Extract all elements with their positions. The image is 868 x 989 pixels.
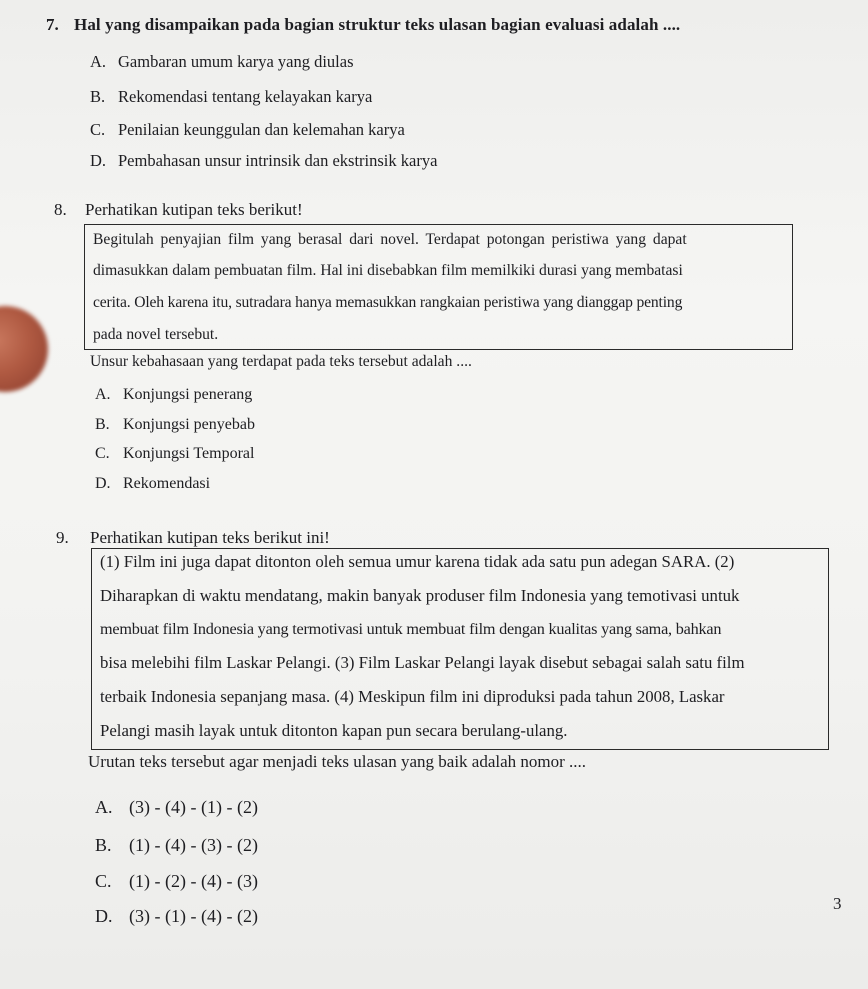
- q9-excerpt-box: [91, 548, 829, 750]
- q9-question: Perhatikan kutipan teks berikut ini!: [90, 528, 330, 547]
- option-letter: B.: [95, 835, 112, 855]
- q8-option-b[interactable]: [95, 416, 255, 434]
- q9-option-d[interactable]: [95, 906, 258, 927]
- option-letter: A.: [95, 386, 111, 403]
- q9-prompt: Urutan teks tersebut agar menjadi teks ulasan yang baik adalah nomor ....: [88, 752, 587, 771]
- q9-option-b[interactable]: [95, 835, 258, 856]
- option-text: Rekomendasi: [123, 475, 211, 492]
- option-text: Konjungsi penerang: [123, 386, 253, 403]
- q7-number: 7.: [46, 15, 59, 34]
- q8-option-a[interactable]: [95, 386, 252, 404]
- excerpt-line: cerita. Oleh karena itu, sutradara hanya memasukkan rangkaian peristiwa yang dianggap penting: [93, 294, 683, 311]
- option-letter: C.: [95, 871, 112, 891]
- option-text: Konjungsi Temporal: [123, 445, 255, 462]
- option-letter: B.: [95, 416, 110, 433]
- option-text: (1) - (4) - (3) - (2): [129, 835, 258, 855]
- q8-option-d[interactable]: [95, 475, 210, 493]
- option-letter: A.: [90, 52, 107, 71]
- option-text: (3) - (1) - (4) - (2): [129, 906, 258, 926]
- excerpt-line: Begitulah penyajian film yang berasal dari novel. Terdapat potongan peristiwa yang dapat: [93, 231, 687, 248]
- option-text: (1) - (2) - (4) - (3): [129, 871, 258, 891]
- option-letter: D.: [95, 906, 113, 926]
- option-text: Pembahasan unsur intrinsik dan ekstrinsik karya: [118, 151, 438, 170]
- q7-question: Hal yang disampaikan pada bagian struktur teks ulasan bagian evaluasi adalah ....: [74, 15, 681, 34]
- excerpt-line: (1) Film ini juga dapat ditonton oleh semua umur karena tidak ada satu pun adegan SARA. (2): [100, 552, 735, 571]
- q9-option-c[interactable]: [95, 871, 258, 892]
- option-text: Gambaran umum karya yang diulas: [118, 52, 354, 71]
- option-letter: A.: [95, 797, 113, 817]
- excerpt-line: membuat film Indonesia yang termotivasi untuk membuat film dengan kualitas yang sama, bahkan: [100, 620, 722, 638]
- option-letter: B.: [90, 87, 106, 106]
- excerpt-line: Diharapkan di waktu mendatang, makin banyak produser film Indonesia yang temotivasi untuk: [100, 586, 740, 605]
- q8-number: 8.: [54, 200, 67, 219]
- q7-option-d[interactable]: [90, 151, 437, 171]
- excerpt-line: dimasukkan dalam pembuatan film. Hal ini disebabkan film memilkiki durasi yang membatasi: [93, 262, 683, 279]
- excerpt-line: Pelangi masih layak untuk ditonton kapan pun secara berulang-ulang.: [100, 721, 568, 740]
- option-letter: D.: [95, 475, 111, 492]
- option-letter: D.: [90, 151, 107, 170]
- excerpt-line: pada novel tersebut.: [93, 326, 219, 343]
- q9-number: 9.: [56, 528, 69, 547]
- q9-option-a[interactable]: [95, 797, 258, 818]
- q7-option-a[interactable]: [90, 52, 354, 72]
- option-text: (3) - (4) - (1) - (2): [129, 797, 258, 817]
- option-text: Rekomendasi tentang kelayakan karya: [118, 87, 373, 106]
- option-text: Penilaian keunggulan dan kelemahan karya: [118, 120, 405, 139]
- q7-option-c[interactable]: [90, 120, 405, 140]
- q8-excerpt-box: [84, 224, 793, 350]
- q8-option-c[interactable]: [95, 445, 254, 463]
- option-letter: C.: [95, 445, 110, 462]
- q8-question: Perhatikan kutipan teks berikut!: [85, 200, 303, 219]
- q8-prompt: Unsur kebahasaan yang terdapat pada teks tersebut adalah ....: [90, 353, 472, 370]
- excerpt-line: bisa melebihi film Laskar Pelangi. (3) Film Laskar Pelangi layak disebut sebagai salah satu film: [100, 653, 745, 672]
- excerpt-line: terbaik Indonesia sepanjang masa. (4) Meskipun film ini diproduksi pada tahun 2008, Laskar: [100, 687, 725, 706]
- option-text: Konjungsi penyebab: [123, 416, 255, 433]
- page-number: 3: [833, 894, 842, 913]
- option-letter: C.: [90, 120, 106, 139]
- q7-option-b[interactable]: [90, 87, 372, 107]
